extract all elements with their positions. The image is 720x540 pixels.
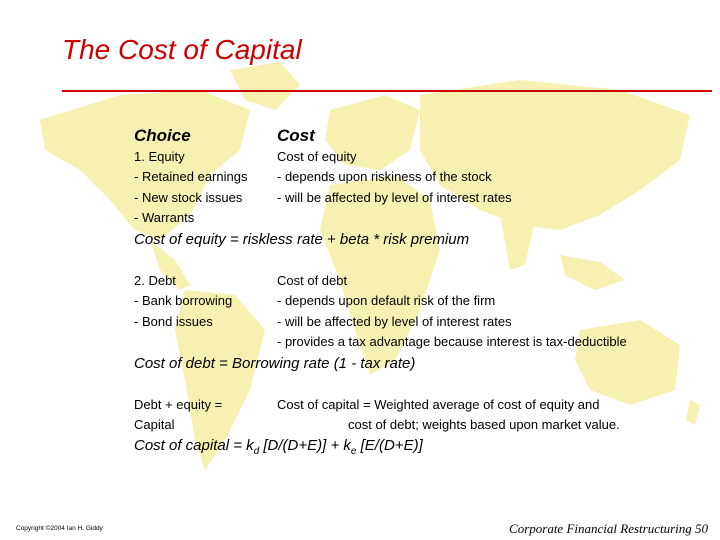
list-item: Capital — [134, 417, 175, 433]
list-item: 2. Debt — [134, 273, 176, 288]
equity-choice-list — [134, 147, 247, 228]
slide-title: The Cost of Capital — [62, 34, 302, 65]
capital-choice-list — [134, 395, 222, 436]
choice-header: Choice — [134, 126, 191, 145]
list-item: - New stock issues — [134, 189, 243, 205]
list-item: - depends upon riskiness of the stock — [277, 169, 492, 185]
debt-cost-list — [277, 271, 627, 352]
cost-header: Cost — [277, 126, 315, 145]
capital-formula — [134, 437, 423, 457]
list-item: - Warrants — [134, 209, 195, 225]
list-item: Cost of equity — [277, 149, 357, 164]
formula-subscript: e — [350, 446, 357, 457]
copyright-footer: Copyright ©2004 Ian H. Giddy — [16, 525, 103, 532]
list-item: Debt + equity = — [134, 397, 223, 412]
formula-text: [D/(D+E)] + k — [259, 437, 351, 454]
list-item: Cost of capital = Weighted average of cost of equity and — [277, 397, 600, 412]
list-item: - Bank borrowing — [134, 293, 233, 309]
formula-text: Cost of capital = k — [134, 437, 254, 454]
formula-text: [E/(D+E)] — [356, 437, 423, 454]
equity-formula: Cost of equity = riskless rate + beta * risk premium — [134, 231, 470, 248]
list-item: - will be affected by level of interest rates — [277, 313, 512, 329]
equity-cost-list — [277, 147, 512, 208]
list-item: - Bond issues — [134, 313, 213, 329]
list-item: - provides a tax advantage because interest is tax-deductible — [277, 333, 627, 349]
capital-cost-list — [277, 395, 620, 436]
debt-formula: Cost of debt = Borrowing rate (1 - tax rate) — [134, 355, 416, 372]
title-underline — [62, 90, 712, 92]
list-item: - will be affected by level of interest rates — [277, 189, 512, 205]
list-item: Cost of debt — [277, 273, 348, 288]
list-item: cost of debt; weights based upon market value. — [348, 417, 620, 433]
debt-choice-list — [134, 271, 232, 332]
course-footer: Corporate Financial Restructuring 50 — [509, 521, 708, 536]
list-item: - Retained earnings — [134, 169, 248, 185]
list-item: 1. Equity — [134, 149, 185, 164]
formula-subscript: d — [253, 446, 260, 457]
list-item: - depends upon default risk of the firm — [277, 293, 496, 309]
